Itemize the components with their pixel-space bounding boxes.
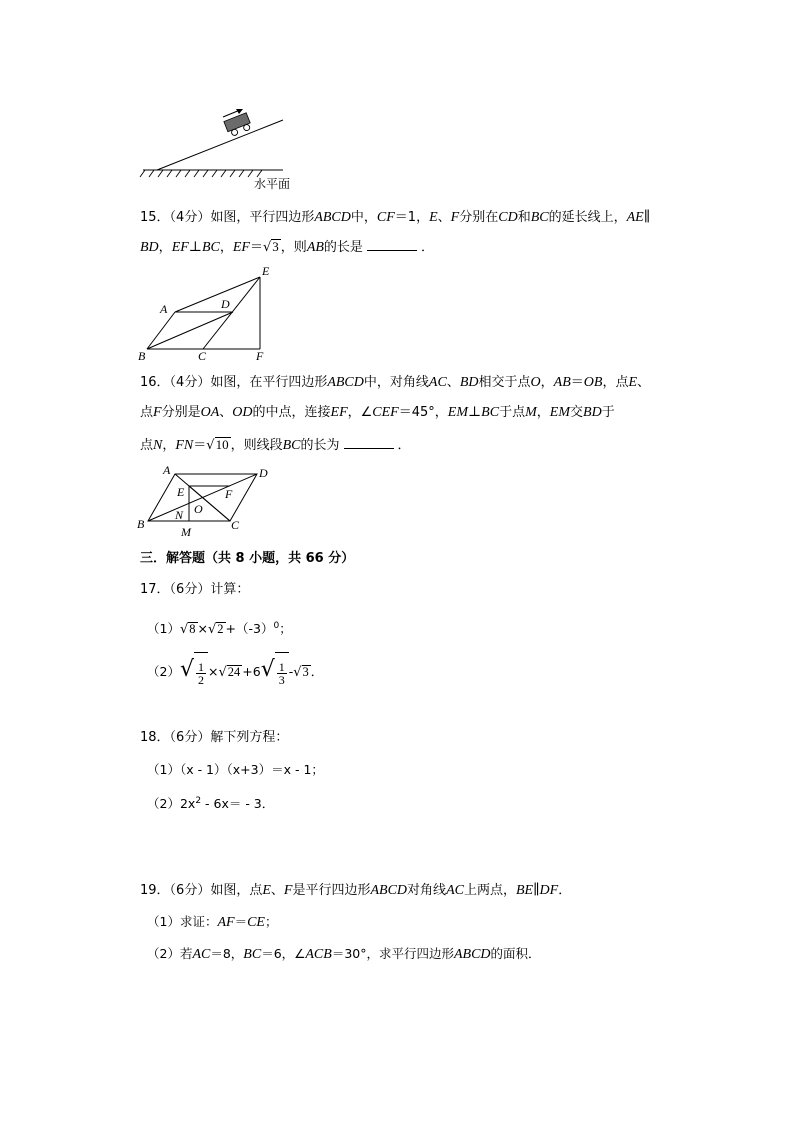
q15-line1: 15．（4分）如图，平行四边形ABCD中，CF＝1，E、F分别在CD和BC的延长线上，AE∥: [140, 210, 651, 225]
q16-label-F: F: [225, 487, 233, 501]
surface-label: 水平面: [254, 177, 291, 191]
q16-label-B: B: [137, 517, 145, 531]
q19-part2: （2）若AC＝8，BC＝6，∠ACB＝30°，求平行四边形ABCD的面积．: [147, 946, 541, 962]
q16-answer-blank: [344, 436, 394, 449]
q19-part1: （1）求证：AF＝CE；: [147, 914, 278, 930]
q16-label-A: A: [163, 463, 171, 477]
q18-part2: $(2)2x^2 - 6x= - 3$．: [147, 796, 275, 812]
q16-line3: 点N，FN＝√10 ，则线段BC的长为 ．: [140, 437, 411, 453]
q16-label-C: C: [231, 518, 240, 532]
q15-label-B: B: [138, 349, 146, 363]
section3-title: 三．解答题（共 8 小题，共 66 分）: [140, 551, 355, 566]
q15-answer-blank: [367, 238, 417, 251]
q16-line1: 16．（4分）如图，在平行四边形ABCD中，对角线AC、BD相交于点O，AB＝OB，点E、: [140, 375, 651, 390]
q17-part1: $(1)√8 \times√2 +(-3)^0$；: [147, 621, 292, 638]
q16-label-E: E: [177, 485, 185, 499]
q17-part2: （2）√ $\frac{1}{2}$ ×√24 +6√ $\frac{1}{3}$ -√3 ．: [147, 650, 323, 693]
q15-label-D: D: [221, 297, 230, 311]
q17-head: 17．（6分）计算：: [140, 582, 250, 597]
q16-label-D: D: [259, 466, 268, 480]
q16-label-M: M: [181, 525, 191, 539]
q16-line2: 点F分别是OA、OD的中点，连接EF，∠CEF＝45°，EM⊥BC于点M，EM交BD于: [140, 405, 615, 420]
q16-label-O: O: [194, 502, 203, 516]
q15-label-C: C: [198, 349, 207, 363]
q15-label-E: E: [262, 264, 270, 278]
q15-figure: [135, 262, 280, 366]
q18-head: 18．（6分）解下列方程：: [140, 730, 289, 745]
q15-label-F: F: [256, 349, 264, 363]
q19-head: 19．（6分）如图，点E、F是平行四边形ABCD对角线AC上两点，BE∥DF．: [140, 883, 572, 898]
q18-part1: （1）（x - 1）（x+3）＝x - 1；: [147, 762, 324, 777]
q15-label-A: A: [160, 302, 168, 316]
q15-line2: BD，EF⊥BC，EF＝√3 ，则AB的长是 ．: [140, 239, 434, 255]
q16-figure: [133, 460, 278, 542]
q16-label-N: N: [175, 508, 184, 522]
